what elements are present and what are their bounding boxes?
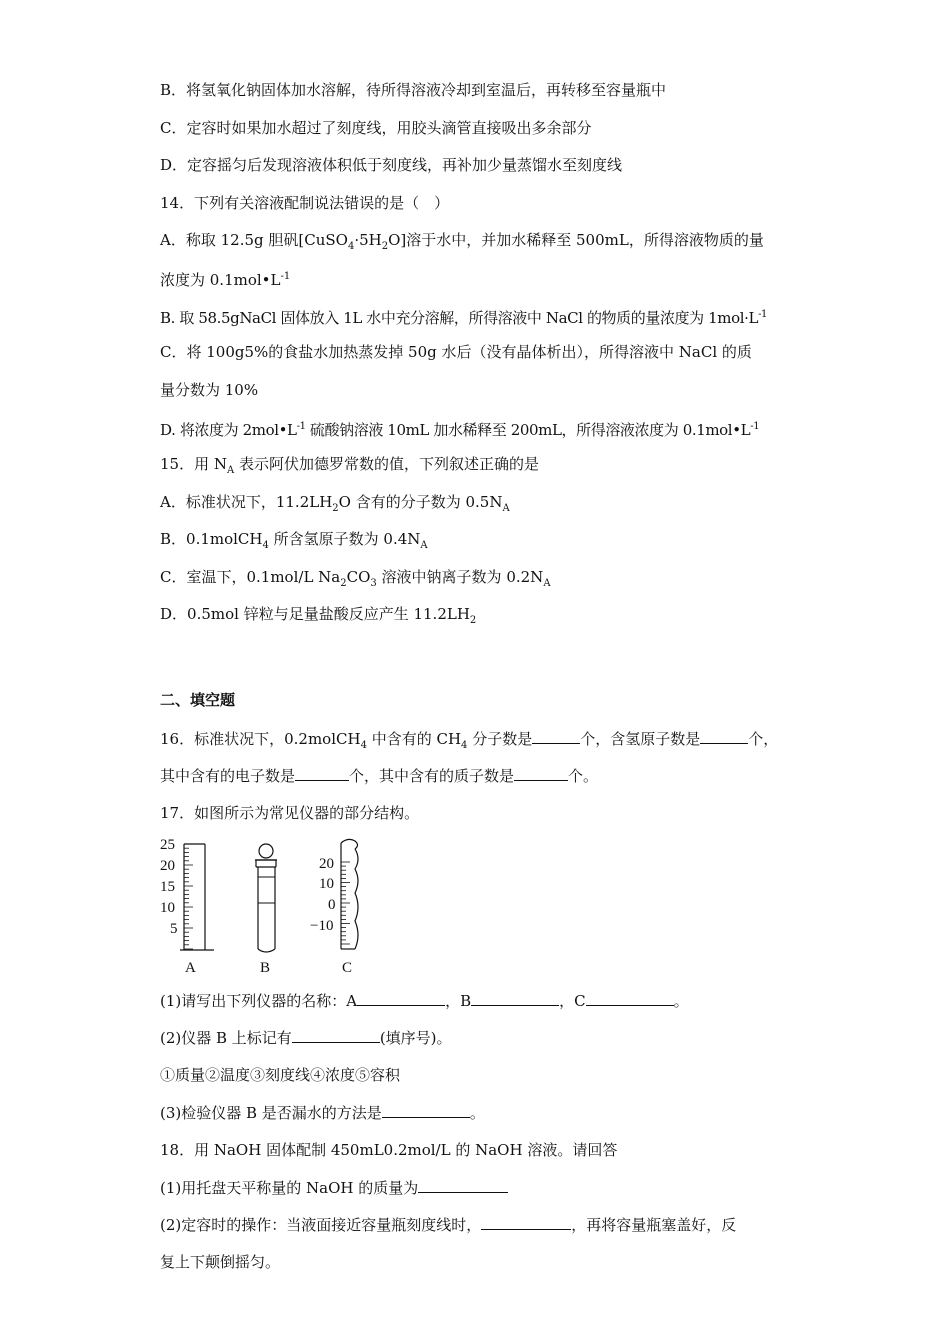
q16-blank-4[interactable] [514, 765, 568, 781]
q17-stem: 17．如图所示为常见仪器的部分结构。 [160, 804, 420, 822]
q17-blank-3[interactable] [382, 1102, 470, 1118]
q17-blank-b[interactable] [471, 990, 559, 1006]
q16-blank-1[interactable] [532, 728, 580, 744]
instrument-figure [158, 833, 378, 978]
instrument-b-volumetric-flask [255, 844, 277, 952]
q17-blank-a[interactable] [357, 990, 445, 1006]
q14-option-b: B. 取 58.5gNaCl 固体放入 1L 水中充分溶解，所得溶液中 NaCl 的物质的量浓度为 $1mol\cdot L^{-1}$ [160, 309, 768, 327]
tick-label-20: 20 [160, 858, 175, 874]
tick-label-c-10: 10 [319, 876, 334, 892]
q18-part-2: (2)定容时的操作：当液面接近容量瓶刻度线时， ，再将容量瓶塞盖好，反 [160, 1216, 737, 1234]
tick-label-5: 5 [170, 921, 178, 937]
q14-stem: 14．下列有关溶液配制说法错误的是（ ） [160, 194, 450, 212]
q18-blank-1[interactable] [418, 1177, 508, 1193]
q16-line-2: 其中含有的电子数是 个，其中含有的质子数是 个。 [160, 767, 599, 785]
tick-label-c-20: 20 [319, 856, 334, 872]
q14-option-a: A．称取 12.5g 胆矾$[CuSO_4\cdot 5H_2O]$溶于水中，并加水稀释至 500mL，所得溶液物质的量 [160, 231, 764, 252]
q18-part-1: (1)用托盘天平称量的 NaOH 的质量为 [160, 1177, 508, 1198]
q14-option-d: D. 将浓度为 $2mol•L^{-1}$ 硫酸钠溶液 10mL 加水稀释至 200mL，所得溶液浓度为 $0.1mol•L^{-1}$ [160, 421, 760, 439]
q13-option-d: D．定容摇匀后发现溶液体积低于刻度线，再补加少量蒸馏水至刻度线 [160, 156, 623, 174]
q14-option-c: C．将 100g5%的食盐水加热蒸发掉 50g 水后（没有晶体析出），所得溶液中 NaCl 的质 [160, 343, 752, 361]
q17-options: ①质量②温度③刻度线④浓度⑤容积 [160, 1066, 401, 1084]
q15-option-d: D．0.5mol 锌粒与足量盐酸反应产生 $11.2LH_2$ [160, 605, 477, 626]
q17-part-3: (3)检验仪器 B 是否漏水的方法是 。 [160, 1104, 485, 1122]
q16-blank-3[interactable] [295, 765, 349, 781]
q14-option-c-cont: 量分数为 10% [160, 381, 259, 399]
q15-stem: 15．用 $N_A$ 表示阿伏加德罗常数的值，下列叙述正确的是 [160, 455, 539, 476]
label-b: B [260, 960, 271, 976]
label-a: A [185, 960, 196, 976]
instrument-a-graduated-cylinder [160, 837, 214, 950]
tick-label-15: 15 [160, 879, 175, 895]
tick-label-c-0: 0 [328, 897, 336, 913]
q15-option-b: B．0.1molCH$_4$ 所含氢原子数为 $0.4N_A$ [160, 530, 428, 551]
q18-blank-2[interactable] [481, 1214, 571, 1230]
q13-option-b: B．将氢氧化钠固体加水溶解，待所得溶液冷却到室温后，再转移至容量瓶中 [160, 81, 667, 99]
q17-blank-2[interactable] [292, 1027, 380, 1043]
instrument-c-thermometer [310, 839, 358, 949]
tick-label-10: 10 [160, 900, 175, 916]
q16-line-1: 16．标准状况下，0.2molCH$_4$ 中含有的 $CH_4$ 分子数是 个，含氢原子数是 个， [160, 730, 779, 751]
q15-option-c: C．室温下，0.1mol/L $Na_2CO_3$ 溶液中钠离子数为 $0.2N_A$ [160, 568, 551, 589]
tick-label-25: 25 [160, 837, 175, 853]
q14-option-a-cont: 浓度为 $0.1mol•L^{-1}$ [160, 271, 291, 289]
q18-stem: 18．用 NaOH 固体配制 450mL0.2mol/L 的 NaOH 溶液。请回答 [160, 1141, 618, 1159]
tick-label-c-neg10: −10 [310, 918, 334, 934]
q17-blank-c[interactable] [586, 990, 674, 1006]
q17-part-1: (1)请写出下列仪器的名称：A ，B ，C 。 [160, 992, 689, 1010]
q16-blank-2[interactable] [700, 728, 748, 744]
q13-option-c: C．定容时如果加水超过了刻度线，用胶头滴管直接吸出多余部分 [160, 119, 592, 137]
section-title: 二、填空题 [160, 691, 236, 709]
q17-part-2: (2)仪器 B 上标记有 (填序号)。 [160, 1029, 452, 1047]
q18-part-2-cont: 复上下颠倒摇匀。 [160, 1253, 281, 1271]
label-c: C [342, 960, 353, 976]
q15-option-a: A．标准状况下，$11.2LH_2O$ 含有的分子数为 $0.5N_A$ [160, 493, 510, 514]
